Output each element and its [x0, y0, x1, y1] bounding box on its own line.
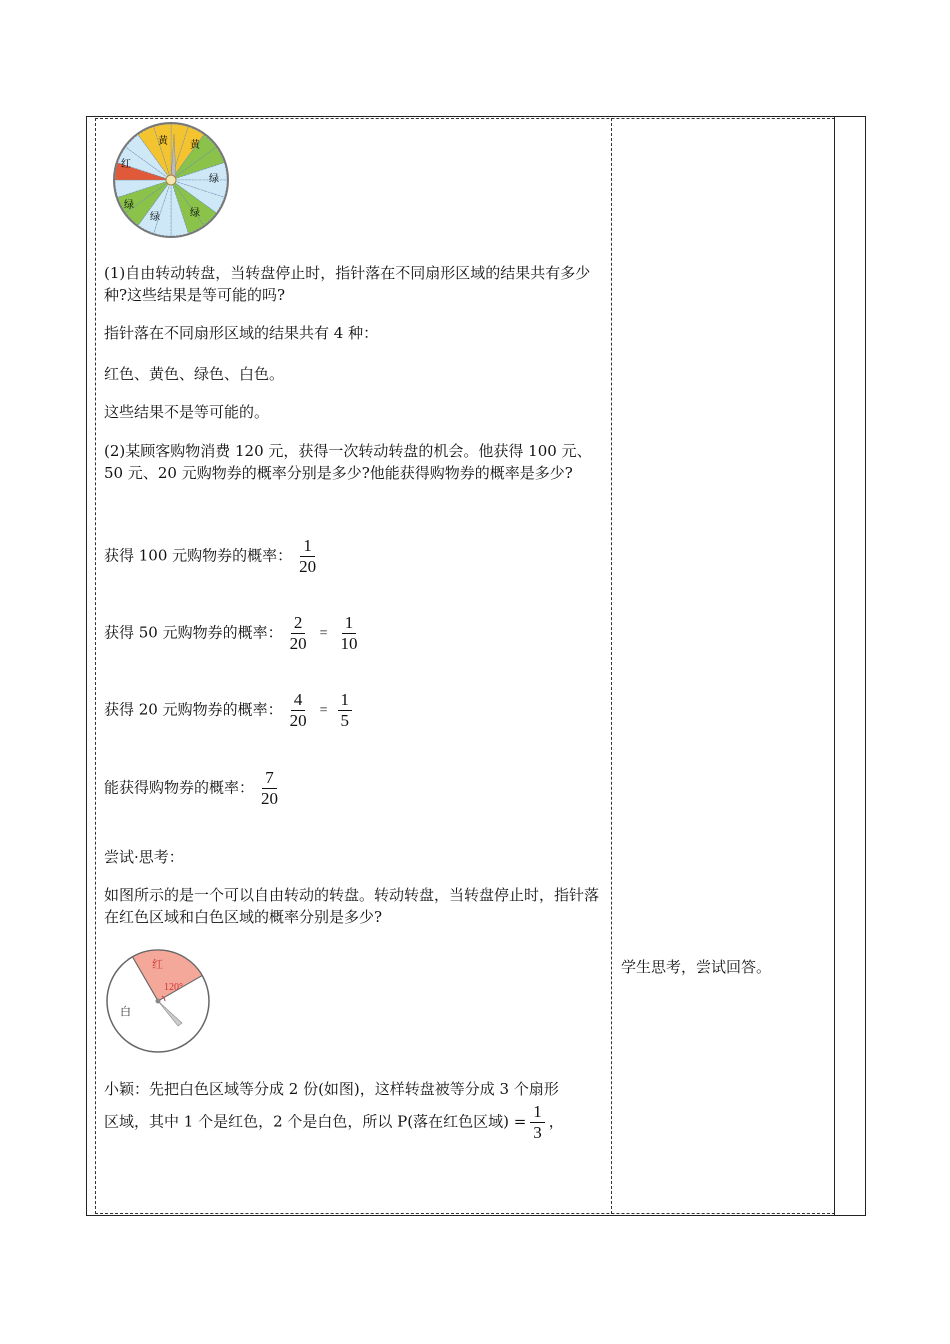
wheel-angle-label: 120°	[164, 982, 183, 993]
fraction-numerator: 1	[530, 1102, 545, 1123]
fraction-denominator: 5	[340, 711, 350, 730]
equals-sign: =	[319, 625, 328, 641]
equals-sign: =	[319, 702, 328, 718]
prob-any-label: 能获得购物券的概率：	[104, 778, 255, 797]
column-divider-2	[834, 116, 835, 1216]
fraction-numerator: 1	[342, 613, 357, 634]
try-question: 如图所示的是一个可以自由转动的转盘。转动转盘，当转盘停止时，指针落在红色区域和白色区域的概率分别是多少?	[104, 886, 600, 926]
wheel-white-label: 白	[120, 1005, 131, 1018]
fraction-denominator: 20	[289, 711, 307, 730]
fraction-numerator: 4	[291, 690, 306, 711]
wheel-red-label: 红	[152, 958, 163, 971]
wheel-label-yellow-2: 黄	[190, 140, 200, 151]
answer-1-line-2: 红色、黄色、绿色、白色。	[104, 365, 285, 383]
prob-100-fraction	[296, 536, 319, 577]
fraction-numerator: 2	[291, 613, 306, 634]
prob-20-simplified	[338, 690, 353, 731]
wheel-label-red: 红	[121, 159, 131, 170]
prob-20-row	[104, 690, 604, 731]
prob-20-label: 获得 20 元购物券的概率：	[104, 700, 283, 719]
answer-1-line-1: 指针落在不同扇形区域的结果共有 4 种：	[104, 324, 379, 342]
prob-any-row	[104, 768, 604, 809]
prob-20-fraction	[287, 690, 310, 731]
fraction-numerator: 7	[262, 768, 277, 789]
prize-wheel-diagram	[110, 120, 232, 242]
fraction-numerator: 1	[300, 536, 315, 557]
red-white-wheel-diagram	[104, 948, 212, 1056]
wheel-label-yellow-1: 黄	[158, 136, 168, 147]
try-heading: 尝试·思考：	[104, 848, 184, 866]
wheel-label-green-4: 绿	[190, 208, 200, 219]
column-divider-1	[611, 118, 612, 1214]
fraction-numerator: 1	[338, 690, 353, 711]
answer-1-line-3: 这些结果不是等可能的。	[104, 403, 270, 421]
prob-50-row	[104, 613, 604, 654]
fraction-denominator: 20	[289, 634, 307, 653]
red-probability-fraction	[530, 1102, 545, 1143]
xiaoying-answer-tail: ，	[548, 1112, 564, 1131]
fraction-denominator: 3	[533, 1123, 542, 1142]
prob-50-fraction	[287, 613, 310, 654]
prob-100-row	[104, 536, 604, 577]
fraction-denominator: 10	[340, 634, 358, 653]
question-1: (1)自由转动转盘，当转盘停止时，指针落在不同扇形区域的结果共有多少种?这些结果是等可能的吗?	[104, 264, 591, 304]
prob-50-label: 获得 50 元购物券的概率：	[104, 623, 283, 642]
xiaoying-answer-line-2	[104, 1102, 604, 1143]
wheel-label-green-2: 绿	[124, 200, 134, 211]
xiaoying-answer-text: 区域，其中 1 个是红色，2 个是白色，所以 P(落在红色区域) =	[104, 1112, 527, 1131]
prob-50-simplified	[338, 613, 361, 654]
xiaoying-answer-line-1: 小颖：先把白色区域等分成 2 份(如图)，这样转盘被等分成 3 个扇形	[104, 1080, 559, 1098]
teacher-note: 学生思考，尝试回答。	[621, 958, 772, 976]
question-2: (2)某顾客购物消费 120 元，获得一次转动转盘的机会。他获得 100 元、50 元、20 元购物券的概率分别是多少?他能获得购物券的概率是多少?	[104, 442, 592, 482]
fraction-denominator: 20	[261, 789, 279, 808]
wheel-label-green-1: 绿	[209, 174, 219, 185]
wheel-label-green-3: 绿	[150, 212, 160, 223]
prob-100-label: 获得 100 元购物券的概率：	[104, 546, 293, 565]
prob-any-fraction	[258, 768, 281, 809]
fraction-denominator: 20	[299, 557, 317, 576]
